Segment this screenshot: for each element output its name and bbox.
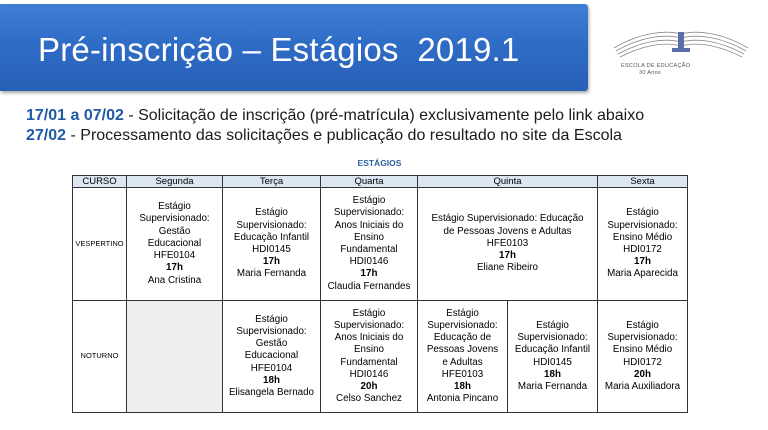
course-professor: Claudia Fernandes: [327, 280, 411, 292]
course-title-line: Educação Infantil: [233, 231, 310, 243]
course-code: HFE0103: [486, 237, 529, 249]
course-title-line: Anos Iniciais do: [334, 332, 404, 344]
course-title-line: Fundamental: [340, 244, 398, 255]
info-text: - Solicitação de inscrição (pré-matrícula) exclusivamente pelo link abaixo: [123, 107, 645, 124]
course-cell: [418, 301, 508, 413]
table-row: [73, 301, 688, 413]
course-title-line: Educação Infantil: [514, 344, 591, 356]
course-title-line: de Pessoas Jovens e Adultas: [443, 225, 572, 237]
course-title-line: Estágio: [536, 319, 569, 331]
course-time: 17h: [263, 256, 280, 268]
course-code: HDI0172: [623, 356, 662, 368]
info-line-2: [26, 127, 622, 145]
course-cell: [223, 301, 321, 413]
course-cell: [127, 188, 223, 301]
course-title-line: Fundamental: [340, 356, 398, 368]
column-header: Quarta: [321, 176, 418, 188]
info-line-1: [26, 107, 644, 125]
info-date: 27/02: [26, 127, 67, 144]
table-caption: ESTÁGIOS: [357, 158, 402, 168]
course-title-line: Educacional: [147, 237, 202, 249]
page-title: Pré-inscrição – Estágios 2019.1: [38, 31, 520, 68]
course-code: HDI0145: [252, 244, 291, 255]
course-code: HDI0145: [533, 356, 572, 368]
schedule-table: [72, 175, 688, 413]
course-title-line: Educacional: [244, 350, 299, 362]
course-code: HDI0146: [349, 368, 389, 380]
course-professor: Celso Sanchez: [336, 393, 402, 405]
course-time: 17h: [499, 250, 516, 262]
course-professor: Ana Cristina: [147, 274, 202, 286]
course-cell: [508, 301, 598, 413]
course-title-line: Educação de: [433, 332, 492, 344]
course-title-line: Supervisionado:: [607, 332, 678, 344]
course-title-line: Gestão: [255, 338, 288, 350]
course-title-line: Ensino: [354, 231, 384, 243]
course-title-line: e Adultas: [442, 356, 483, 368]
course-professor: Maria Auxiliadora: [604, 380, 681, 392]
course-title-line: Estágio: [255, 207, 288, 219]
course-time: 18h: [454, 380, 471, 392]
course-cell: [418, 188, 598, 301]
course-title-line: Ensino Médio: [612, 231, 673, 243]
course-title-line: Supervisionado:: [139, 213, 210, 225]
course-title-line: Gestão: [158, 225, 191, 237]
course-title-line: Supervisionado:: [607, 219, 678, 231]
course-cell: [321, 301, 418, 413]
course-cell: [598, 301, 688, 413]
course-title-line: Anos Iniciais do: [334, 219, 404, 231]
course-title-line: Ensino Médio: [612, 344, 673, 356]
course-title-line: Pessoas Jovens: [426, 344, 499, 356]
row-label: VESPERTINO: [73, 188, 127, 301]
row-label: NOTURNO: [73, 301, 127, 413]
course-code: HDI0146: [349, 256, 389, 268]
course-time: 17h: [634, 256, 651, 268]
course-code: HFE0103: [441, 368, 484, 380]
column-header: Terça: [223, 176, 321, 188]
column-header: CURSO: [73, 176, 127, 188]
logo-line1: ESCOLA DE EDUCAÇÃO: [621, 63, 691, 69]
course-time: 20h: [360, 380, 378, 392]
table-row: [73, 188, 688, 301]
course-title-line: Estágio: [158, 201, 191, 213]
course-time: 17h: [166, 262, 183, 274]
course-cell: [321, 188, 418, 301]
course-title-line: Estágio: [446, 307, 479, 319]
course-title-line: Supervisionado:: [517, 332, 588, 344]
course-professor: Maria Fernanda: [236, 268, 307, 280]
course-title-line: Supervisionado:: [236, 325, 307, 337]
course-title-line: Estágio: [352, 307, 386, 319]
course-time: 18h: [544, 368, 561, 380]
info-text: - Processamento das solicitações e publicação do resultado no site da Escola: [66, 127, 622, 144]
column-header: Sexta: [598, 176, 688, 188]
course-professor: Elisangela Bernado: [229, 387, 314, 398]
course-title-line: Supervisionado:: [333, 207, 405, 219]
course-time: 20h: [634, 368, 651, 380]
column-header: Segunda: [127, 176, 223, 188]
course-professor: Antonia Pincano: [426, 393, 499, 405]
course-professor: Eliane Ribeiro: [477, 262, 538, 274]
logo-line2: 30 Anos: [639, 69, 661, 76]
empty-cell: [127, 301, 223, 413]
course-code: HDI0172: [623, 244, 662, 255]
column-header: Quinta: [418, 176, 598, 188]
course-title-line: Supervisionado:: [333, 319, 405, 331]
course-time: 17h: [360, 268, 378, 280]
course-title-line: Supervisionado:: [427, 319, 498, 331]
title-banner: [0, 4, 588, 91]
course-title-line: Estágio: [626, 319, 659, 331]
course-professor: Maria Fernanda: [517, 380, 588, 392]
info-date: 17/01 a 07/02: [26, 107, 124, 124]
course-time: 18h: [263, 374, 280, 386]
course-title-line: Estágio: [352, 195, 386, 207]
course-title-line: Estágio: [255, 313, 288, 325]
course-code: HFE0104: [250, 362, 293, 374]
course-cell: [223, 188, 321, 301]
course-title-line: Ensino: [354, 344, 384, 356]
course-title-line: Supervisionado:: [236, 219, 307, 231]
course-professor: Maria Aparecida: [607, 268, 678, 280]
course-code: HFE0104: [153, 250, 196, 262]
course-title-line: Estágio: [626, 207, 659, 219]
logo-caption: [621, 63, 690, 76]
table-header-row: [73, 176, 688, 188]
course-title-line: Estágio Supervisionado: Educação: [431, 213, 584, 225]
course-cell: [598, 188, 688, 301]
